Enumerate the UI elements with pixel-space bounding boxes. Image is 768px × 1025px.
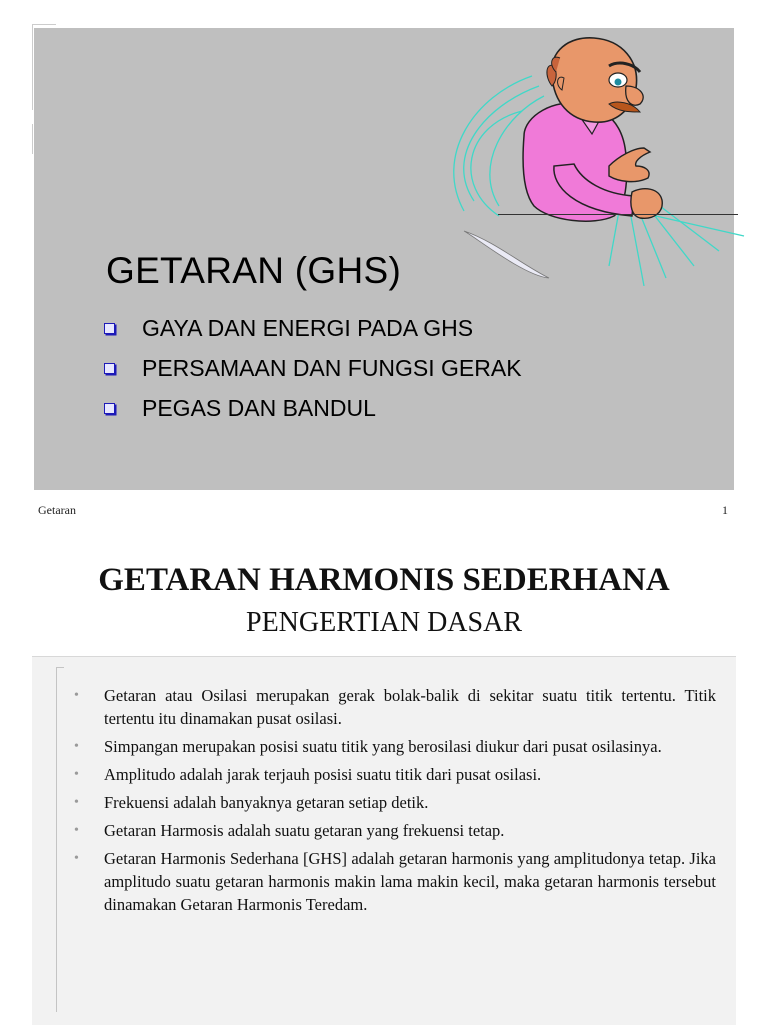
square-bullet-icon xyxy=(104,323,115,334)
point-text: Getaran Harmonis Sederhana [GHS] adalah getaran harmonis yang amplitudonya tetap. Jika amplitudo suatu getaran harmonis makin lama makin kecil, maka getaran harmonis tersebut dinamakan Getaran Harmonis Teredam. xyxy=(104,849,716,914)
list-item xyxy=(72,735,716,758)
square-bullet-icon xyxy=(104,403,115,414)
bullet-dot-icon: • xyxy=(74,688,79,703)
point-text: Simpangan merupakan posisi suatu titik yang berosilasi diukur dari pusat osilasinya. xyxy=(104,737,662,756)
slide1-corner-mark-left2 xyxy=(32,124,33,154)
slide1-corner-mark-top xyxy=(32,24,56,25)
bullet-dot-icon: • xyxy=(74,823,79,838)
square-bullet-icon xyxy=(104,363,115,374)
bullet-dot-icon: • xyxy=(74,795,79,810)
point-text: Getaran Harmosis adalah suatu getaran yang frekuensi tetap. xyxy=(104,821,505,840)
list-item xyxy=(72,763,716,786)
footer-page-number: 1 xyxy=(722,503,728,517)
list-item xyxy=(72,847,716,916)
point-text: Frekuensi adalah banyaknya getaran setiap detik. xyxy=(104,793,429,812)
point-text: Getaran atau Osilasi merupakan gerak bolak-balik di sekitar suatu titik tertentu. Titik tertentu itu dinamakan pusat osilasi. xyxy=(104,686,716,728)
list-item xyxy=(72,684,716,730)
slide1-bullet-text: PEGAS DAN BANDUL xyxy=(142,394,376,421)
slide1-bullet-list xyxy=(104,308,522,428)
slide1-title: GETARAN (GHS) xyxy=(106,250,402,291)
slide2-subtitle: PENGERTIAN DASAR xyxy=(246,607,522,638)
slide1-bullet-item xyxy=(104,308,522,348)
slide2-point-list xyxy=(72,684,716,921)
footer-label: Getaran xyxy=(38,503,76,517)
slide1-bullet-item xyxy=(104,348,522,388)
slide1-bullet-text: PERSAMAAN DAN FUNGSI GERAK xyxy=(142,354,522,381)
list-item xyxy=(72,819,716,842)
cartoon-ground-line xyxy=(498,214,738,215)
point-text: Amplitudo adalah jarak terjauh posisi suatu titik dari pusat osilasi. xyxy=(104,765,542,784)
slide2-title: GETARAN HARMONIS SEDERHANA xyxy=(98,562,670,598)
slide2-body-corner-mark-top xyxy=(56,667,64,668)
list-item xyxy=(72,791,716,814)
slide1-bullet-item xyxy=(104,388,522,428)
bullet-dot-icon: • xyxy=(74,767,79,782)
bullet-dot-icon: • xyxy=(74,851,79,866)
slide1-corner-mark-left xyxy=(32,24,33,110)
bullet-dot-icon: • xyxy=(74,739,79,754)
slide2-body-corner-mark xyxy=(56,667,57,1012)
cartoon-man-knocking-icon xyxy=(404,16,756,286)
slide1-bullet-text: GAYA DAN ENERGI PADA GHS xyxy=(142,314,474,341)
